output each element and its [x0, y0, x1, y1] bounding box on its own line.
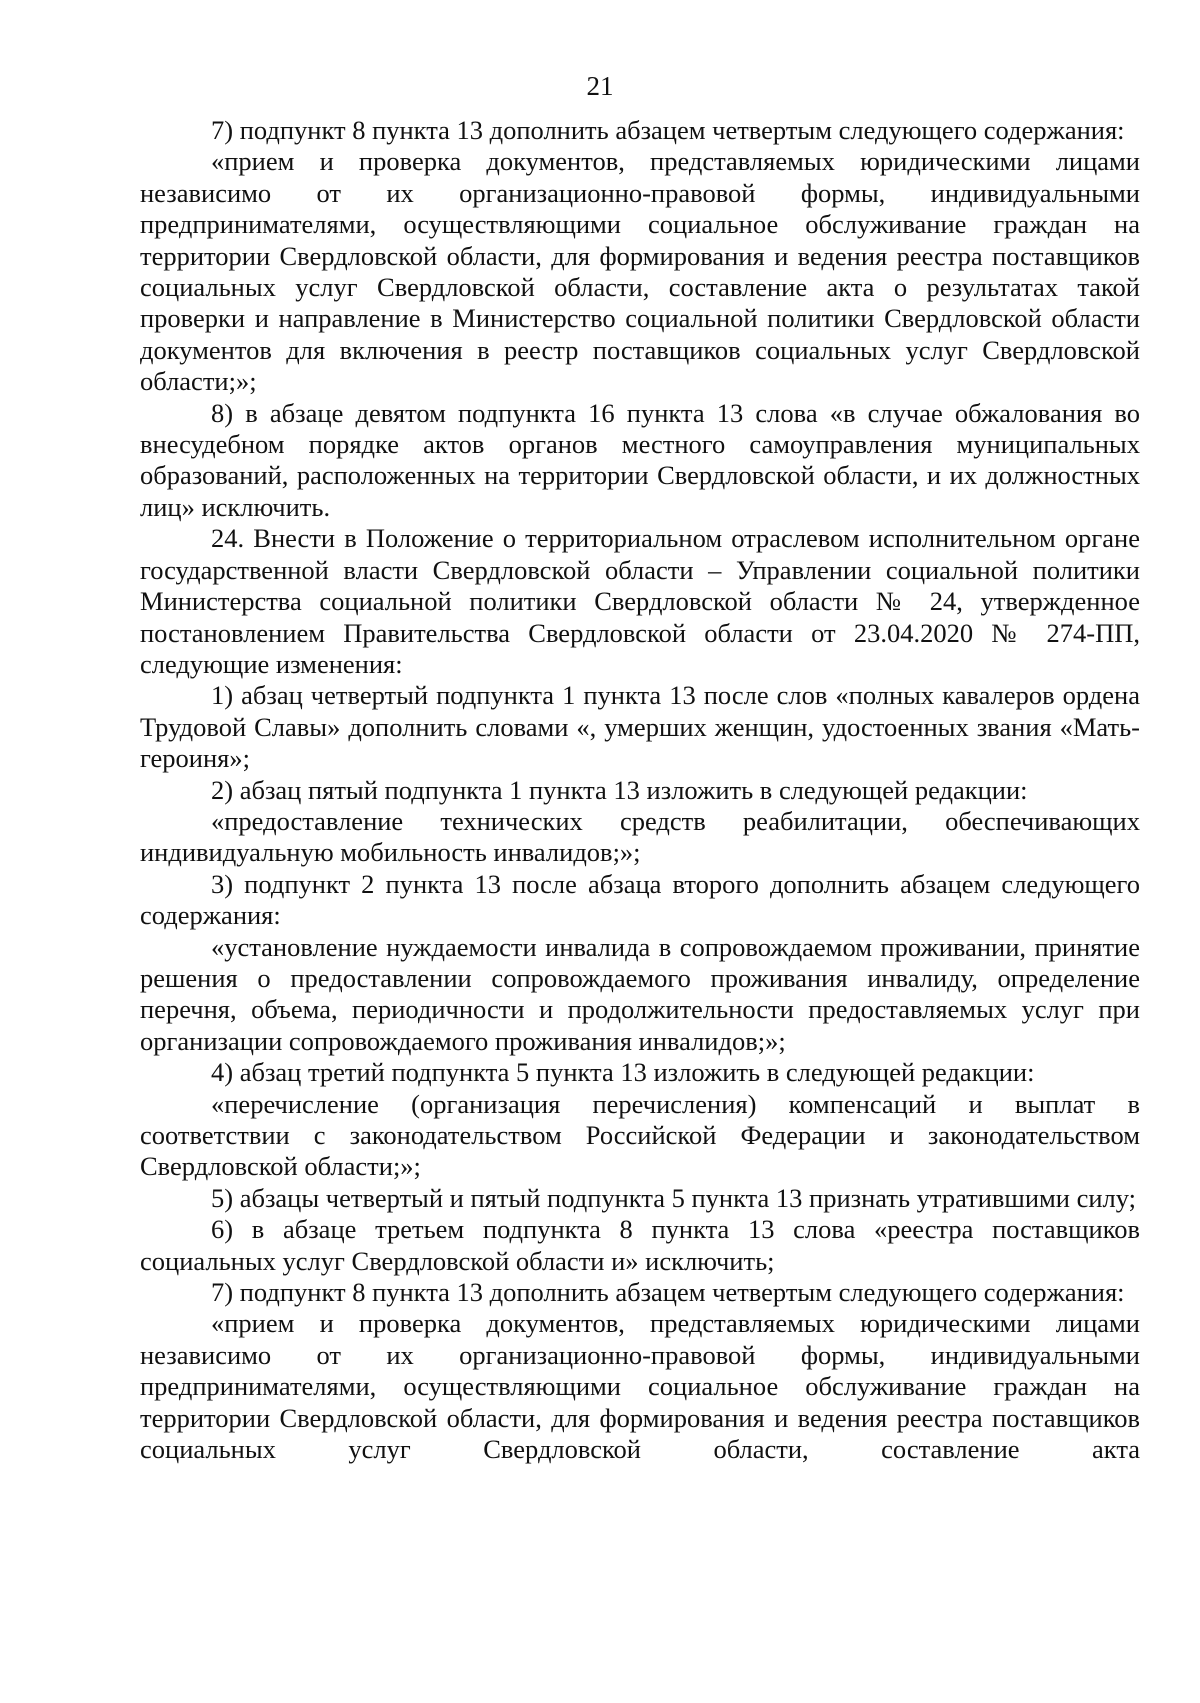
paragraph-24-2: 2) абзац пятый подпункта 1 пункта 13 изложить в следующей редакции:	[211, 774, 1028, 805]
page-number: 21	[586, 71, 614, 101]
paragraph-24-4: 4) абзац третий подпункта 5 пункта 13 изложить в следующей редакции:	[211, 1057, 1035, 1088]
paragraph-quote-accompanied-living: «установление нуждаемости инвалида в сопровождаемом проживании, принятие решения о предоставлении сопровождаемого проживания инвалиду, определение перечня, объема, периодичности и продолжительности предоставляемых услуг при организации сопровождаемого проживания инвалидов;»;	[140, 931, 1140, 1056]
paragraph-24-1: 1) абзац четвертый подпункта 1 пункта 13 после слов «полных кавалеров ордена Трудовой Славы» дополнить словами «, умерших женщин, удостоенных звания «Мать-героиня»;	[140, 680, 1140, 774]
document-body	[140, 115, 1140, 1465]
paragraph-24-3: 3) подпункт 2 пункта 13 после абзаца второго дополнить абзацем следующего содержания:	[140, 868, 1140, 931]
paragraph-section-24: 24. Внести в Положение о территориальном отраслевом исполнительном органе государственной власти Свердловской области – Управлении социальной политики Министерства социальной политики Свердловской области № 24, утвержденное постановлением Правительства Свердловской области от 23.04.2020 № 274-ПП, следующие изменения:	[140, 523, 1140, 679]
paragraph-24-7: 7) подпункт 8 пункта 13 дополнить абзацем четвертым следующего содержания:	[211, 1277, 1125, 1308]
paragraph-8-item-16-13: 8) в абзаце девятом подпункта 16 пункта 13 слова «в случае обжалования во внесудебном порядке актов органов местного самоуправления муниципальных образований, расположенных на территории Свердловской области, и их должностных лиц» исключить.	[140, 397, 1140, 522]
paragraph-7-item-8-13: 7) подпункт 8 пункта 13 дополнить абзацем четвертым следующего содержания:	[211, 115, 1125, 145]
paragraph-24-6: 6) в абзаце третьем подпункта 8 пункта 13 слова «реестра поставщиков социальных услуг Свердловской области и» исключить;	[140, 1214, 1140, 1276]
paragraph-24-5: 5) абзацы четвертый и пятый подпункта 5 пункта 13 признать утратившими силу;	[211, 1182, 1137, 1213]
paragraph-quote-rehabilitation: «предоставление технических средств реабилитации, обеспечивающих индивидуальную мобильность инвалидов;»;	[140, 805, 1140, 868]
paragraph-quote-document-check-continued: «прием и проверка документов, представляемых юридическими лицами независимо от их организационно-правовой формы, индивидуальными предпринимателями, осуществляющими социальное обслуживание граждан на территории Свердловской области, для формирования и ведения реестра поставщиков социальных услуг Свердловской области, составление акта	[140, 1308, 1140, 1465]
paragraph-quote-compensation: «перечисление (организация перечисления) компенсаций и выплат в соответствии с законодательством Российской Федерации и законодательством Свердловской области;»;	[140, 1088, 1140, 1182]
paragraph-quote-document-check: «прием и проверка документов, представляемых юридическими лицами независимо от их организационно-правовой формы, индивидуальными предпринимателями, осуществляющими социальное обслуживание граждан на территории Свердловской области, для формирования и ведения реестра поставщиков социальных услуг Свердловской области, составление акта о результатах такой проверки и направление в Министерство социальной политики Свердловской области документов для включения в реестр поставщиков социальных услуг Свердловской области;»;	[140, 146, 1140, 397]
